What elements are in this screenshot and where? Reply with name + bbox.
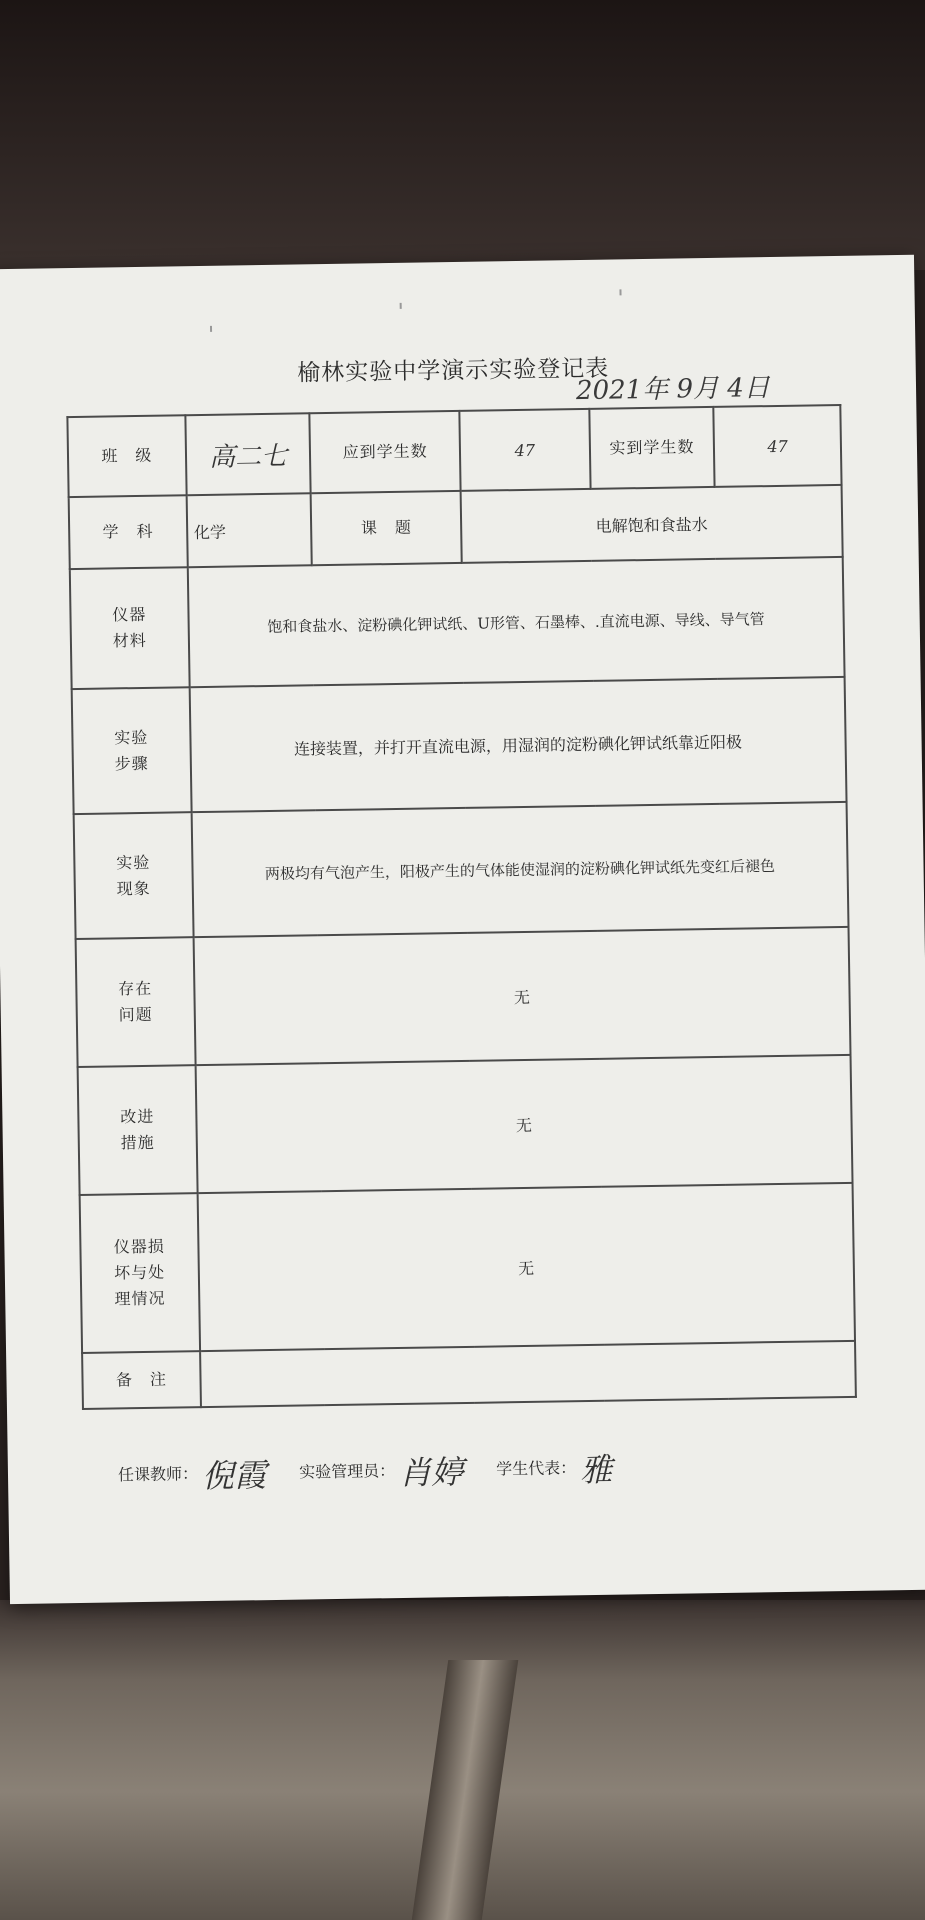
damage-label-line3: 理情况 xyxy=(114,1288,166,1309)
actual-students-value: 47 xyxy=(714,405,842,487)
steps-value: 连接装置，并打开直流电源，用湿润的淀粉碘化钾试纸靠近阳极 xyxy=(189,677,846,812)
actual-students-label: 实到学生数 xyxy=(589,407,715,489)
paper-speck xyxy=(400,303,402,309)
notes-label: 备 注 xyxy=(82,1351,201,1409)
damage-label-line1: 仪器损 xyxy=(113,1236,165,1257)
signature-row xyxy=(118,1441,839,1498)
form-date: 2021年 9月 4日 xyxy=(575,373,771,407)
damage-label xyxy=(80,1193,200,1353)
paper-speck xyxy=(619,289,621,295)
class-label: 班 级 xyxy=(67,415,186,497)
table-row-subject xyxy=(69,485,843,569)
improvements-label xyxy=(78,1065,198,1195)
table-row-equipment xyxy=(70,557,845,689)
class-value: 高二七 xyxy=(185,413,311,495)
paper-speck xyxy=(210,326,212,332)
paper-sheet xyxy=(0,255,925,1604)
equipment-label-line1: 仪器 xyxy=(112,604,147,625)
steps-label-line1: 实验 xyxy=(114,727,149,747)
equipment-label-line2: 材料 xyxy=(112,630,147,651)
phenomena-value: 两极均有气泡产生，阳极产生的气体能使湿润的淀粉碘化钾试纸先变红后褪色 xyxy=(191,802,848,937)
teacher-signature: 倪霞 xyxy=(201,1456,267,1496)
problems-value: 无 xyxy=(193,927,850,1065)
damage-label-line2: 坏与处 xyxy=(114,1262,166,1283)
student-rep-signature: 雅 xyxy=(579,1450,613,1490)
background-top xyxy=(0,0,925,270)
expected-students-value: 47 xyxy=(459,409,590,491)
equipment-value: 饱和食盐水、淀粉碘化钾试纸、U形管、石墨棒、.直流电源、导线、导气管 xyxy=(187,557,844,687)
phenomena-label xyxy=(74,812,194,939)
table-row-problems xyxy=(76,927,851,1067)
steps-label-line2: 步骤 xyxy=(114,753,149,773)
subject-label: 学 科 xyxy=(69,495,188,569)
notes-value xyxy=(200,1341,856,1407)
admin-signature: 肖婷 xyxy=(398,1453,464,1493)
equipment-label xyxy=(70,567,190,689)
improvements-label-line2: 措施 xyxy=(120,1132,155,1153)
damage-value: 无 xyxy=(197,1183,855,1351)
subject-value: 化学 xyxy=(186,493,312,567)
problems-label-line2: 问题 xyxy=(118,1004,153,1025)
problems-label xyxy=(76,937,196,1067)
table-row-notes xyxy=(82,1341,856,1409)
form-title: 榆林实验中学演示实验登记表 xyxy=(297,355,610,387)
table-row-damage xyxy=(80,1183,855,1353)
table-row-phenomena xyxy=(74,802,849,939)
problems-label-line1: 存在 xyxy=(118,978,153,999)
expected-students-label: 应到学生数 xyxy=(310,411,461,493)
table-row-steps xyxy=(72,677,847,814)
steps-label xyxy=(72,687,192,814)
improvements-label-line1: 改进 xyxy=(120,1106,155,1127)
improvements-value: 无 xyxy=(195,1055,852,1193)
table-row-improvements xyxy=(78,1055,853,1195)
registration-table xyxy=(66,404,857,1410)
topic-value: 电解饱和食盐水 xyxy=(461,485,843,563)
table-row-class xyxy=(67,405,841,497)
phenomena-label-line2: 现象 xyxy=(116,878,151,898)
phenomena-label-line1: 实验 xyxy=(116,852,151,872)
student-rep-label: 学生代表： xyxy=(496,1457,577,1478)
admin-label: 实验管理员： xyxy=(298,1460,396,1482)
teacher-label: 任课教师： xyxy=(117,1463,199,1484)
topic-label: 课 题 xyxy=(311,491,462,565)
